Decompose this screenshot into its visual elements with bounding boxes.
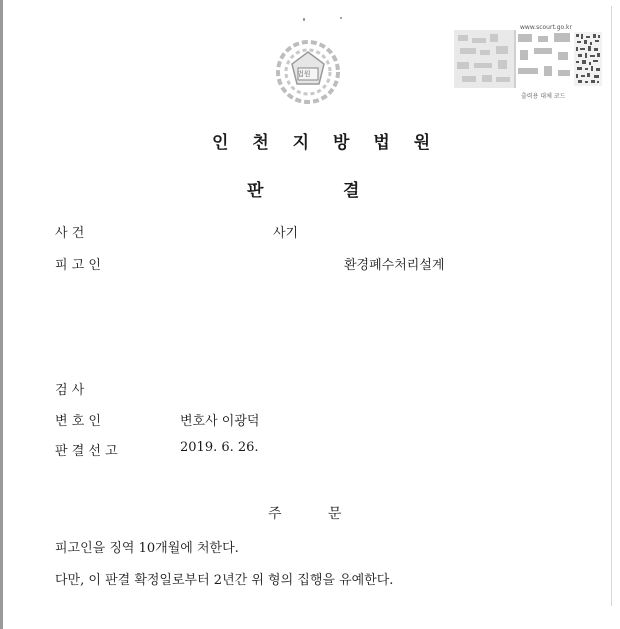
scan-speck bbox=[303, 18, 305, 21]
verification-code-icon bbox=[454, 30, 602, 88]
case-label: 사 건 bbox=[55, 226, 85, 241]
seal-caption: 출력용 대체 코드 bbox=[521, 93, 566, 100]
seal-url: www.scourt.go.kr bbox=[520, 24, 572, 31]
scan-speck bbox=[340, 17, 342, 19]
court-name: 인 천 지 방 법 원 bbox=[212, 133, 440, 153]
document-title-first: 판 bbox=[247, 181, 264, 201]
verdict-date-value: 2019. 6. 26. bbox=[180, 440, 259, 455]
counsel-label: 변 호 인 bbox=[55, 414, 101, 429]
scan-right-edge bbox=[611, 6, 612, 606]
prosecutor-label: 검 사 bbox=[55, 383, 85, 398]
section-title-first: 주 bbox=[268, 506, 282, 522]
ruling-line: 다만, 이 판결 확정일로부터 2년간 위 형의 집행을 유예한다. bbox=[55, 573, 394, 588]
scan-left-edge bbox=[0, 0, 3, 629]
emblem-label: 법원 bbox=[297, 70, 311, 78]
counsel-value: 변호사 이광덕 bbox=[180, 414, 260, 429]
defendant-label: 피 고 인 bbox=[55, 258, 101, 273]
verdict-date-label: 판 결 선 고 bbox=[55, 444, 118, 459]
defendant-value: 환경폐수처리설계 bbox=[344, 258, 445, 273]
document-title-second: 결 bbox=[343, 181, 360, 201]
section-title-second: 문 bbox=[328, 506, 342, 522]
ruling-line: 피고인을 징역 10개월에 처한다. bbox=[55, 541, 239, 556]
case-value: 사기 bbox=[273, 226, 299, 241]
